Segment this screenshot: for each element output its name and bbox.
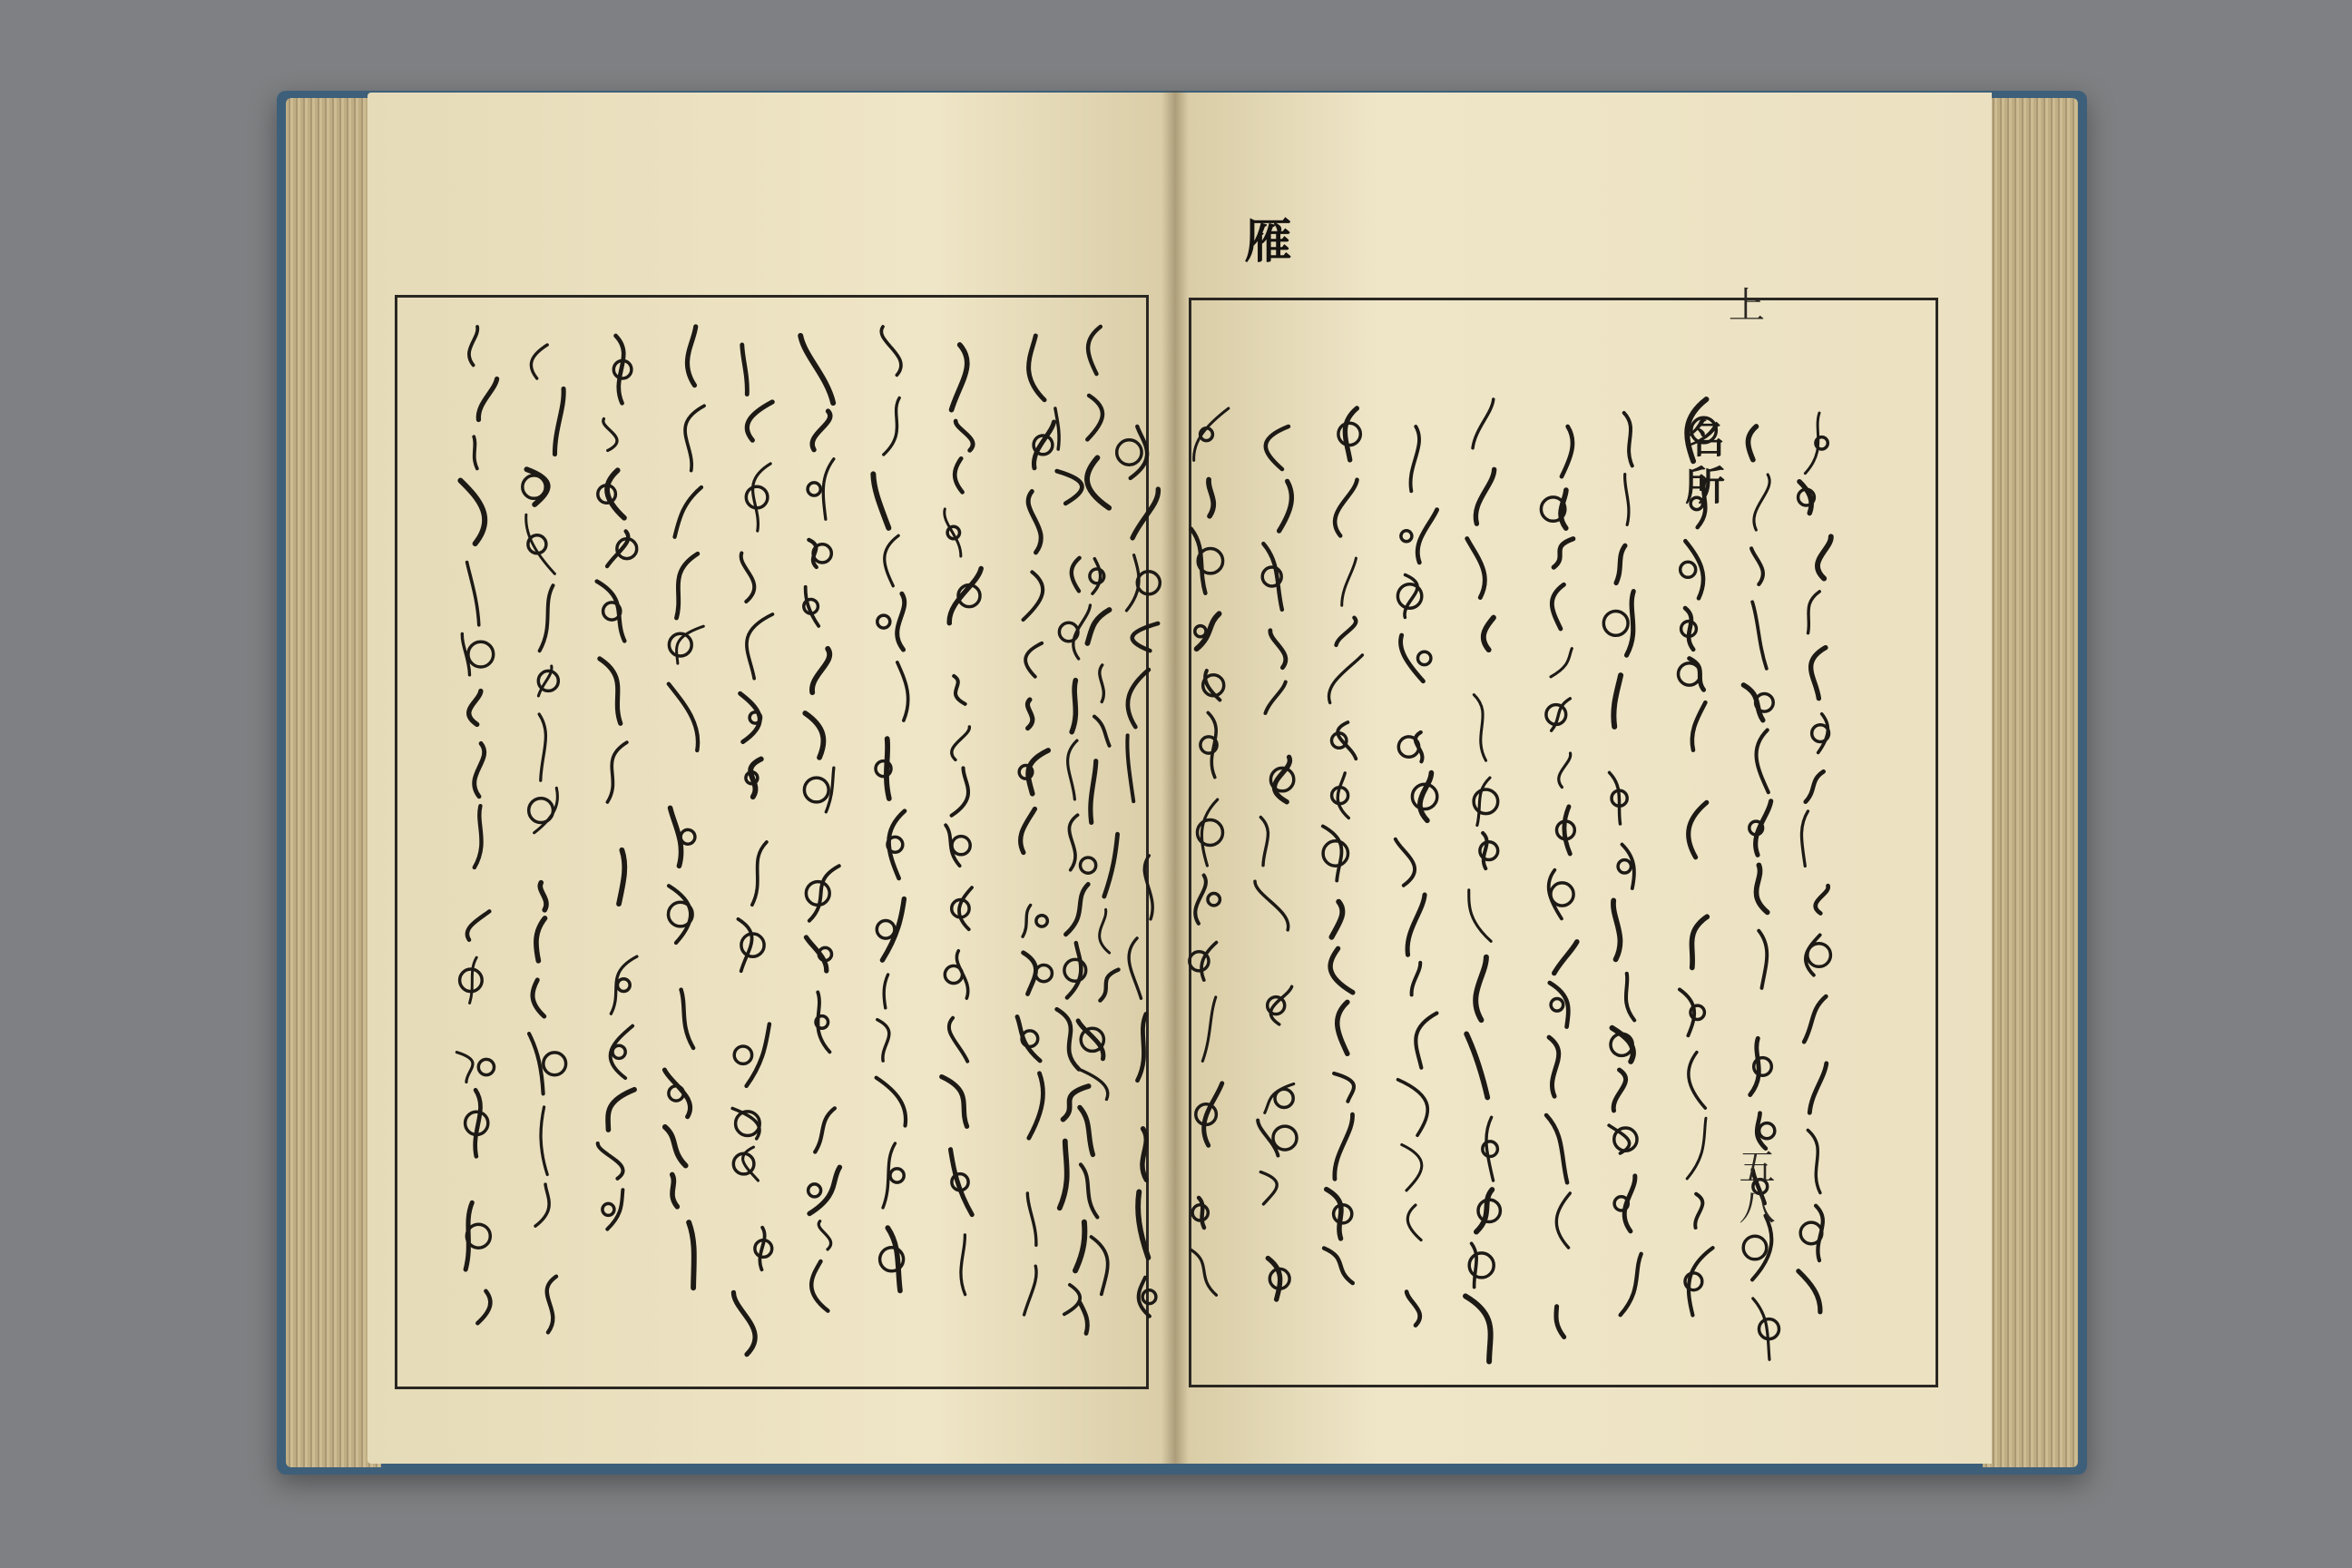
place-label: 名所	[1678, 417, 1724, 512]
folio-number: 五八	[1733, 1148, 1775, 1228]
margin-title: 上	[1729, 285, 1765, 327]
section-heading: 雁	[1236, 216, 1291, 263]
